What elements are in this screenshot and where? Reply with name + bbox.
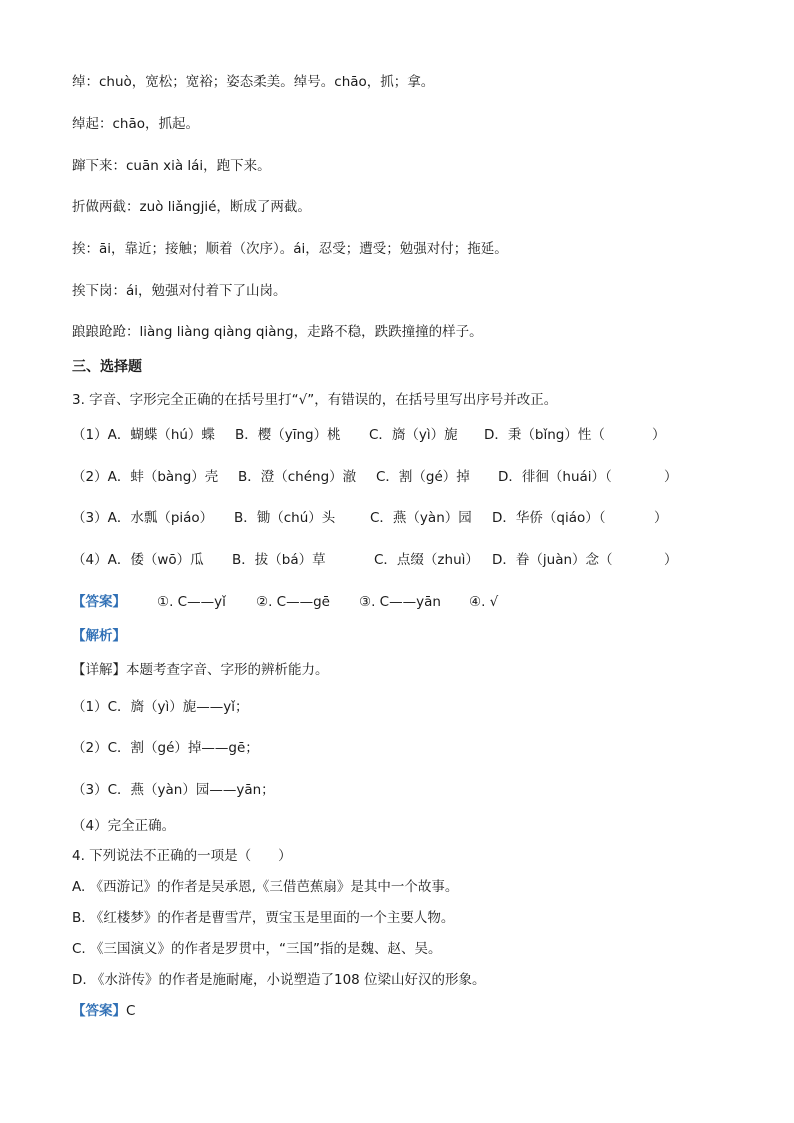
analysis-label: 【解析】: [72, 628, 126, 644]
detail-line: [72, 660, 329, 680]
explanation-line: （1）C．旖（yì）旎——yǐ；: [72, 699, 249, 715]
answer-item: ④. √: [469, 594, 499, 610]
option-a: （2）A．蚌（bàng）壳: [72, 469, 219, 485]
answer-item: ②. C——gē: [256, 594, 330, 610]
option-a: （4）A．倭（wō）瓜: [72, 552, 204, 568]
question-3-row-3: [72, 508, 722, 528]
option-d: D．秉（bǐng）性（: [484, 427, 605, 443]
definition-line: 挨：āi，靠近；接触；顺着（次序）。ái，忍受；遭受；勉强对付；拖延。: [72, 241, 508, 257]
answer-item: ③. C——yān: [359, 594, 441, 610]
explanation-line: （2）C．割（gé）掉——gē；: [72, 740, 259, 756]
definition-line: 蹿下来：cuān xià lái，跑下来。: [72, 158, 271, 174]
definition-line: 绰：chuò，宽松；宽裕；姿态柔美。绰号。chāo，抓；拿。: [72, 74, 435, 90]
question-4-option-c: C. 《三国演义》的作者是罗贯中，“三国”指的是魏、赵、吴。: [72, 941, 442, 957]
option-c: C．割（gé）掉: [376, 469, 470, 485]
answer-bracket-close: ）: [664, 469, 678, 485]
answer-label: 【答案】: [72, 594, 126, 610]
option-b: B．拔（bá）草: [232, 552, 326, 568]
answer-bracket-close: ）: [664, 552, 678, 568]
question-3-answer: [72, 592, 722, 612]
option-b: B．锄（chú）头: [234, 510, 336, 526]
question-4-answer: [72, 1001, 135, 1021]
answer-item: ①. C——yǐ: [157, 594, 226, 610]
question-3-row-1: [72, 425, 722, 445]
question-4-option-a: A. 《西游记》的作者是吴承恩,《三借芭蕉扇》是其中一个故事。: [72, 879, 459, 895]
question-3-stem: 3. 字音、字形完全正确的在括号里打“√”，有错误的，在括号里写出序号并改正。: [72, 392, 558, 408]
option-b: B．澄（chéng）澈: [238, 469, 357, 485]
detail-text: 本题考查字音、字形的辨析能力。: [126, 662, 329, 678]
question-4-option-b: B. 《红楼梦》的作者是曹雪芹，贾宝玉是里面的一个主要人物。: [72, 910, 455, 926]
definition-line: 挨下岗：ái，勉强对付着下了山岗。: [72, 283, 287, 299]
option-c: C．点缀（zhuì）: [374, 552, 479, 568]
option-d: D．华侨（qiáo）（: [492, 510, 606, 526]
question-3-row-2: [72, 467, 722, 487]
option-d: D．徘徊（huái）（: [498, 469, 612, 485]
definition-line: 折做两截：zuò liǎngjié，断成了两截。: [72, 199, 311, 215]
definition-line: 绰起：chāo，抓起。: [72, 116, 200, 132]
option-a: （1）A．蝴蝶（hú）蝶: [72, 427, 215, 443]
explanation-line: （4）完全正确。: [72, 818, 176, 834]
question-3-row-4: [72, 550, 722, 570]
definition-line: 踉踉跄跄：liàng liàng qiàng qiàng，走路不稳，跌跌撞撞的样子。: [72, 324, 483, 340]
option-a: （3）A．水瓢（piáo）: [72, 510, 214, 526]
answer-bracket-close: ）: [654, 510, 668, 526]
section-heading: 三、选择题: [72, 359, 142, 375]
option-b: B．樱（yīng）桃: [235, 427, 341, 443]
option-c: C．燕（yàn）园: [370, 510, 472, 526]
explanation-line: （3）C．燕（yàn）园——yān；: [72, 782, 275, 798]
question-4-option-d: D. 《水浒传》的作者是施耐庵，小说塑造了108 位梁山好汉的形象。: [72, 972, 486, 988]
answer-label: 【答案】: [72, 1003, 126, 1019]
detail-label: 【详解】: [72, 662, 126, 678]
question-4-stem: 4. 下列说法不正确的一项是（ ）: [72, 848, 292, 864]
option-d: D．眷（juàn）念（: [492, 552, 613, 568]
option-c: C．旖（yì）旎: [369, 427, 458, 443]
answer-value: C: [126, 1003, 136, 1019]
answer-bracket-close: ）: [652, 427, 666, 443]
